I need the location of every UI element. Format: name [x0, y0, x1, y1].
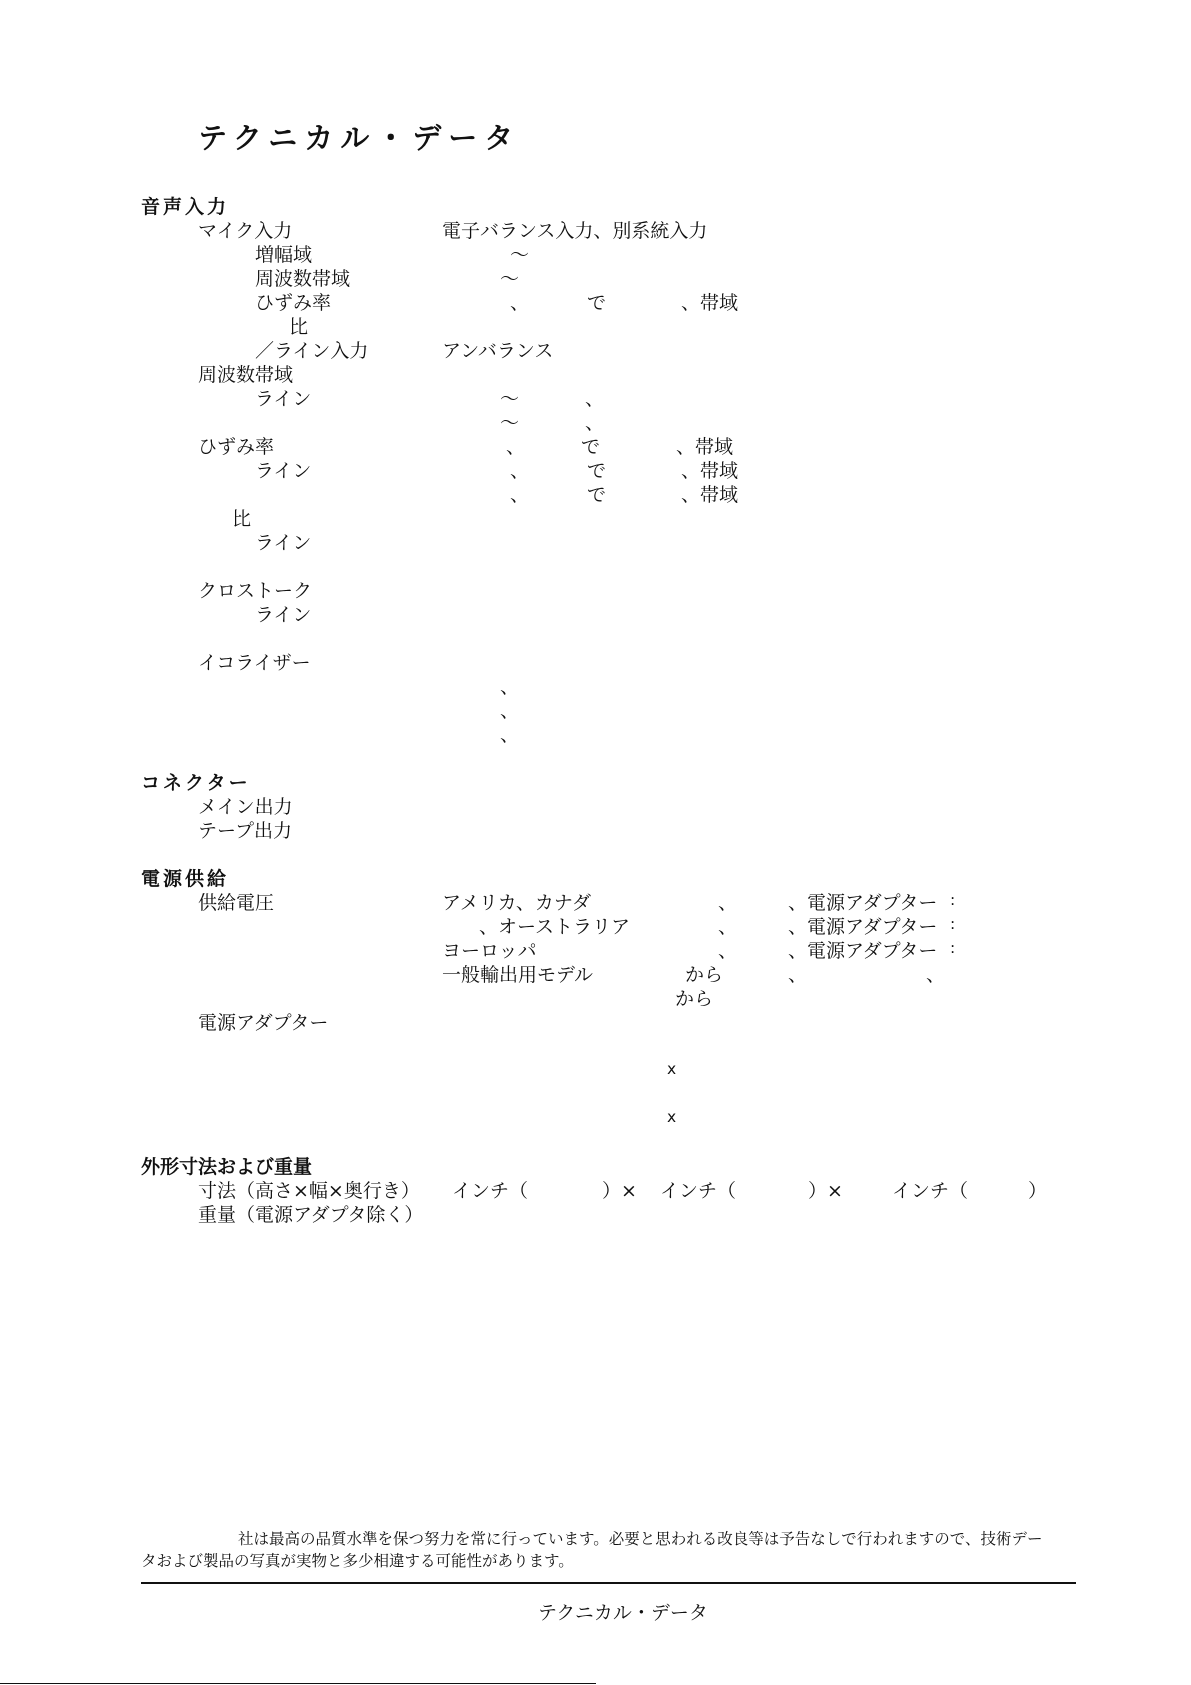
value-freq1-tilde: ～ [500, 388, 520, 410]
value-thd3-de: で [587, 484, 607, 506]
value-thd-mic-band: 、帯域 [681, 292, 739, 314]
power-region-export: 一般輸出用モデル [442, 964, 594, 986]
label-freq-band-mic: 周波数帯域 [255, 268, 351, 290]
power-export-from-2: から [675, 988, 714, 1010]
value-freq1-comma: 、 [585, 388, 605, 410]
section-connectors: コネクター [141, 772, 251, 794]
value-line-input: アンバランス [442, 340, 554, 362]
label-freq-line: ライン [255, 388, 312, 410]
power-us-comma: 、 [718, 892, 738, 914]
section-power: 電源供給 [141, 868, 230, 890]
value-freq-mic-tilde: ～ [500, 268, 520, 290]
value-thd3-comma: 、 [510, 484, 530, 506]
page-edge-line [0, 1683, 596, 1684]
power-export-comma-1: 、 [788, 964, 808, 986]
label-gain-range: 増幅域 [255, 244, 313, 266]
label-main-out: メイン出力 [198, 796, 293, 818]
power-export-from: から [685, 964, 724, 986]
power-adapter-times-1: x [667, 1060, 677, 1078]
label-supply-voltage: 供給電圧 [198, 892, 275, 914]
power-adapter-times-2: x [667, 1108, 677, 1126]
power-region-au: 、オーストラリア [479, 916, 631, 938]
label-line-input: ／ライン入力 [255, 340, 369, 362]
power-region-eu: ヨーロッパ [442, 940, 537, 962]
value-thd3-band: 、帯域 [681, 484, 739, 506]
label-size: 寸法（高さ×幅×奥行き） [198, 1180, 420, 1202]
dim-inch-3: インチ（ [892, 1180, 969, 1202]
dim-close-times-2: ）× [808, 1180, 843, 1202]
dim-inch-1: インチ（ [452, 1180, 529, 1202]
value-thd1-de: で [581, 436, 601, 458]
value-eq-comma-2: 、 [500, 700, 520, 722]
value-mic-input: 電子バランス入力、別系統入力 [442, 220, 708, 242]
value-gain-tilde: ～ [510, 244, 530, 266]
label-mic-input: マイク入力 [198, 220, 293, 242]
note-line-2: タおよび製品の写真が実物と多少相違する可能性があります。 [141, 1552, 574, 1570]
section-audio-input: 音声入力 [141, 196, 230, 218]
label-thd-line: ライン [255, 460, 312, 482]
power-us-colon: : [950, 891, 956, 909]
label-tape-out: テープ出力 [198, 820, 293, 842]
footer-title: テクニカル・データ [538, 1602, 708, 1624]
section-dimensions: 外形寸法および重量 [141, 1156, 313, 1178]
value-freq2-tilde: ～ [500, 412, 520, 434]
value-freq2-comma: 、 [585, 412, 605, 434]
power-eu-comma: 、 [718, 940, 738, 962]
label-freq-band: 周波数帯域 [198, 364, 294, 386]
label-snr-mic: 比 [289, 316, 309, 338]
power-eu-colon: : [950, 939, 956, 957]
value-thd1-band: 、帯域 [676, 436, 734, 458]
label-thd: ひずみ率 [198, 436, 275, 458]
dim-close-3: ） [1028, 1180, 1048, 1202]
label-snr-line: ライン [255, 532, 312, 554]
page-title: テクニカル・データ [198, 121, 521, 155]
footer-rule [141, 1582, 1076, 1584]
label-equalizer: イコライザー [198, 652, 311, 674]
value-eq-comma-3: 、 [500, 724, 520, 746]
power-au-comma: 、 [718, 916, 738, 938]
value-thd2-band: 、帯域 [681, 460, 739, 482]
power-au-colon: : [950, 915, 956, 933]
value-thd2-comma: 、 [510, 460, 530, 482]
note-line-1: 社は最高の品質水準を保つ努力を常に行っています。必要と思われる改良等は予告なしで行われますので、技術デー [238, 1530, 1043, 1548]
value-thd1-comma: 、 [506, 436, 526, 458]
power-eu-adapter: 、電源アダプター [788, 940, 938, 962]
power-export-comma-2: 、 [926, 964, 946, 986]
label-thd-mic: ひずみ率 [255, 292, 332, 314]
value-thd2-de: で [587, 460, 607, 482]
power-us-adapter: 、電源アダプター [788, 892, 938, 914]
value-thd-mic-de: で [587, 292, 607, 314]
label-power-adapter: 電源アダプター [198, 1012, 329, 1034]
label-weight: 重量（電源アダプタ除く） [198, 1204, 424, 1226]
value-eq-comma-1: 、 [500, 676, 520, 698]
label-snr: 比 [232, 508, 252, 530]
power-au-adapter: 、電源アダプター [788, 916, 938, 938]
dim-close-times-1: ）× [602, 1180, 637, 1202]
power-region-us: アメリカ、カナダ [442, 892, 591, 914]
dim-inch-2: インチ（ [660, 1180, 737, 1202]
label-crosstalk-line: ライン [255, 604, 312, 626]
label-crosstalk: クロストーク [198, 580, 313, 602]
value-thd-mic-comma: 、 [510, 292, 530, 314]
